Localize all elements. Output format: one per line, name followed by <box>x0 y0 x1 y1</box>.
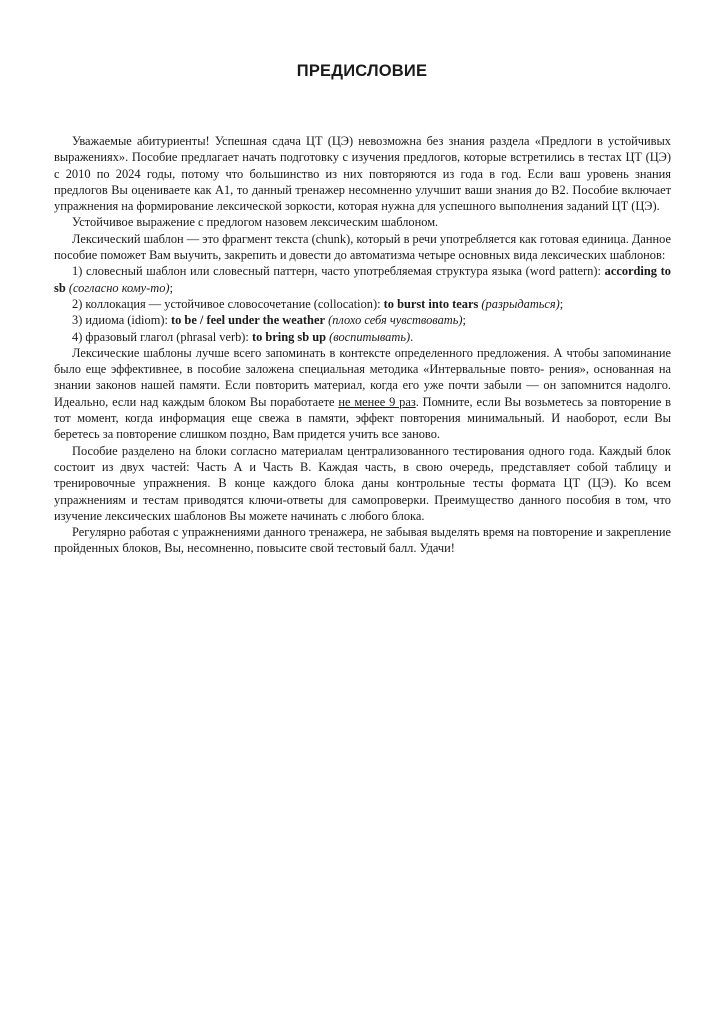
list-item-collocation <box>54 296 671 312</box>
list-item-tail: . <box>410 329 414 344</box>
paragraph-memory-text-end: . Помните, если Вы возьметесь за повторение в тот момент, когда информация еще свежа в памяти, эффект повторения минимальный. И наоборот, если Вы беретесь за повторение слишком поздно, Вам придется учить все заново. <box>54 394 671 442</box>
preface-body <box>54 133 671 557</box>
underlined-count: не менее 9 раз <box>338 394 416 409</box>
list-item-tail: ; <box>169 280 174 295</box>
paragraph-definition: Устойчивое выражение с предлогом назовем лексическим шаблоном. <box>72 215 439 230</box>
paragraph-memory-text: Лексические шаблоны лучше всего запоминать в контексте определенного предложения. А чтобы запоминание было еще эффективнее, в пособие заложена специальная методика «Интервальные повто- рения», основанная на знании законов нашей памяти. Если повторить материал, когда его уже почти забыли — он запомнится надолго. Идеально, если над каждым блоком Вы поработаете <box>54 345 671 409</box>
list-item-tail: ; <box>559 296 564 311</box>
list-item-translation: (плохо себя чувствовать) <box>328 313 463 328</box>
paragraph-intro: Уважаемые абитуриенты! Успешная сдача ЦТ (ЦЭ) невозможна без знания раздела «Предлоги в устойчивых выражениях». Пособие предлагает начать подготовку с изучения предлогов, которые встретились в тестах ЦТ (ЦЭ) с 2010 по 2024 годы, потому что большинство из них повторяются из года в год. Если ваш уровень знания предлогов Вы оцениваете как А1, то данный тренажер несомненно улучшит ваши знания до В2. Пособие включает упражнения на формирование лексической зоркости, которая нужна для успешного выполнения заданий ЦТ (ЦЭ). <box>54 134 671 214</box>
list-item-example: to burst into tears <box>383 296 479 311</box>
list-item-text: 4) фразовый глагол (phrasal verb): <box>72 329 252 344</box>
list-item-phrasal-verb <box>54 329 671 345</box>
list-item-idiom <box>54 312 671 328</box>
paragraph-lexical-pattern: Лексический шаблон — это фрагмент текста (chunk), который в речи употребляется как готовая единица. Данное пособие поможет Вам выучить, закрепить и довести до автоматизма четыре основных вида лексических шаблонов: <box>54 231 671 263</box>
paragraph-structure: Пособие разделено на блоки согласно материалам централизованного тестирования одного года. Каждый блок состоит из двух частей: Часть А и Часть В. Каждая часть, в свою очередь, представляет собой таблицу и тренировочные упражнения. В конце каждого блока даны контрольные тесты формата ЦТ (ЦЭ). Ко всем упражнениям и тестам приводятся ключи-ответы для самопроверки. Преимущество данного пособия в том, что изучение лексических шаблонов Вы можете начинать с любого блока. <box>54 443 671 523</box>
list-item-example: to be / feel under the weather <box>171 313 325 328</box>
list-item-text: 3) идиома (idiom): <box>72 313 172 328</box>
list-item-translation: (разрыдаться) <box>481 296 560 311</box>
list-item-translation: (воспитывать) <box>329 329 411 344</box>
list-item-word-pattern <box>54 263 671 296</box>
paragraph-closing: Регулярно работая с упражнениями данного тренажера, не забывая выделять время на повторение и закрепление пройденных блоков, Вы, несомненно, повысите свой тестовый балл. Удачи! <box>54 525 671 556</box>
list-item-text: 2) коллокация — устойчивое словосочетание (collocation): <box>72 296 384 311</box>
list-item-tail: ; <box>462 313 466 328</box>
list-item-example: to bring sb up <box>251 329 327 344</box>
list-item-text: 1) словесный шаблон или словесный паттерн, часто употребляемая структура языка (word pattern): <box>72 264 605 279</box>
list-item-example: according to sb <box>54 264 671 295</box>
list-item-translation: (согласно кому-то) <box>68 280 170 295</box>
page-title: ПРЕДИСЛОВИЕ <box>296 62 428 80</box>
paragraph-memory <box>54 345 671 443</box>
